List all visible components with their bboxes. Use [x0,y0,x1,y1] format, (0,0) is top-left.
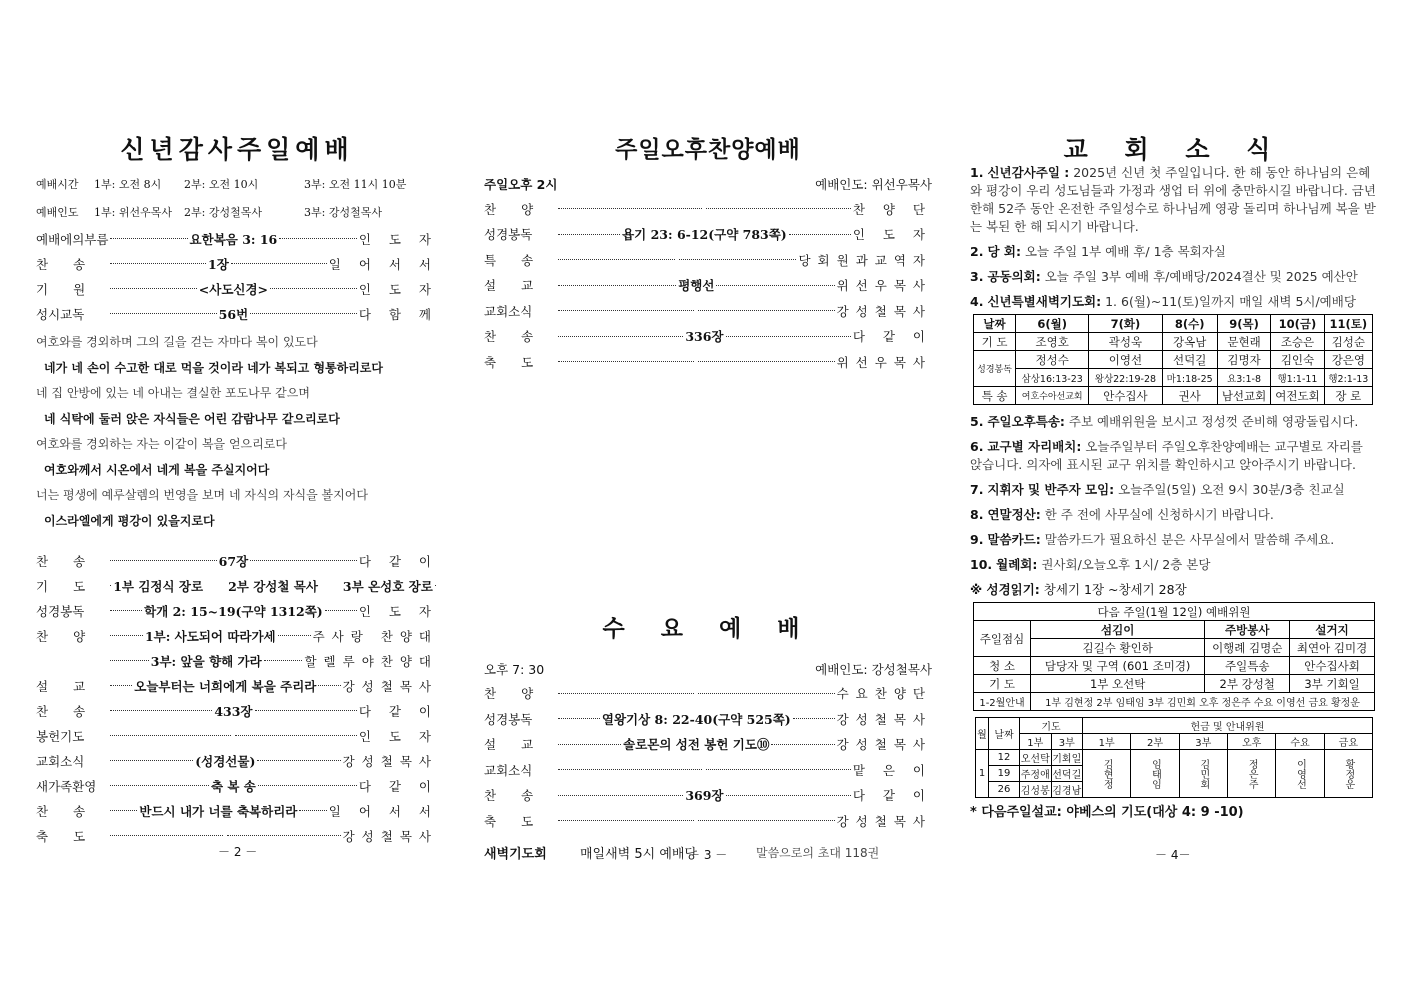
order-item [556,735,837,753]
order-label: 찬 양 [484,201,534,217]
order-content: 1부: 사도되어 따라가세 [144,628,276,644]
order-row [484,349,932,375]
order-content: 433장 [214,703,253,719]
order-item [556,327,853,345]
order-row [484,273,932,299]
order-label: 기 도 [36,578,86,594]
wednesday-title: 수 요 예 배 [602,615,814,642]
order-label: 찬 송 [36,553,86,569]
dawn-book: 말씀으로의 초대 118권 [756,845,880,860]
order-row [484,196,932,222]
order-person: 할렐루야찬양대 [304,653,438,669]
order-item [108,552,359,570]
order-label: 찬 송 [36,256,86,272]
responsive-reading [36,330,438,534]
news-item: 8. 연말정산: 한 주 전에 사무실에 신청하시기 바랍니다. [970,507,1274,522]
dawn-time: 매일새벽 5시 예배당 [580,846,697,862]
order-row [484,324,932,350]
news-title: 교 회 소 식 [1063,135,1285,164]
order-label: 찬 양 [36,628,86,644]
order-label: 찬 송 [36,803,86,819]
order-item [556,710,837,728]
order-item [108,777,359,795]
order-item [108,627,313,645]
verse-line: 네 식탁에 둘러 앉은 자식들은 어린 감람나무 같으리로다 [44,411,340,426]
order-person: 다 같 이 [852,329,932,345]
page-number: － 4－ [1155,848,1191,862]
order-row [484,681,932,707]
order-person: 인 도 자 [358,728,438,744]
order-content: 학개 2: 15~19(구약 1312쪽) [144,603,323,619]
order-content: 1장 [208,256,229,272]
page-2 [36,130,438,848]
order-person: 다 같 이 [852,788,932,804]
order-person: 강성철목사 [342,753,438,769]
order-item [108,835,343,836]
order-item [108,652,304,670]
order-label: 성경봉독 [484,711,533,727]
page-3 [484,130,932,865]
order-label: 성시교독 [36,306,85,322]
page-4 [970,130,1378,829]
order-person: 강성철목사 [836,737,932,753]
page-title: 신년감사주일예배 [120,135,354,164]
order-item [108,735,359,736]
order-content: 솔로몬의 성전 봉헌 기도⑩ [623,737,770,753]
order-person: 다 같 이 [358,703,438,719]
order-label: 새가족환영 [36,778,97,794]
order-item [108,802,329,820]
order-person: 찬 양 단 [852,201,932,217]
order-row [36,698,438,723]
order-content: 336장 [685,329,724,345]
worship-order-1 [36,226,438,326]
order-person: 강성철목사 [342,678,438,694]
wednesday-leader: 예배인도: 강성철목사 [815,661,932,677]
order-row [36,598,438,623]
order-row [36,648,438,673]
verse-line: 네 집 안방에 있는 네 아내는 결실한 포도나무 같으며 [36,386,310,400]
order-label: 기 원 [36,281,86,297]
order-content: 축 복 송 [210,778,256,794]
order-content: 열왕기상 8: 22-40(구약 525쪽) [601,711,791,727]
service-times: 예배시간 1부: 오전 8시 2부: 오전 10시 3부: 오전 11시 10분 [36,178,407,191]
next-sermon: * 다음주일설교: 야베스의 기도(대상 4: 9 -10) [970,805,1244,820]
order-item [556,225,853,243]
order-row [36,548,438,573]
news-item: 4. 신년특별새벽기도회: 1. 6(월)~11(토)일까지 매일 새벽 5시/예배당 [970,294,1356,309]
order-content: 1부 김정식 장로 2부 강성철 목사 3부 온성호 장로 [113,578,433,594]
order-person: 강성철목사 [836,303,932,319]
verse-line: 너는 평생에 예루살렘의 번영을 보며 네 자식의 자식을 볼지어다 [36,488,368,502]
verse-line: 여호와를 경외하며 그의 길을 걷는 자마다 복이 있도다 [36,335,318,349]
order-row [484,222,932,248]
news-item: 5. 주일오후특송: 주보 예배위원을 보시고 정성껏 준비해 영광돌립시다. [970,414,1359,429]
order-item [108,280,359,298]
order-row [36,301,438,326]
order-item [556,310,837,311]
afternoon-leader: 예배인도: 위선우목사 [815,177,932,192]
order-content: 3부: 앞을 향해 가라 [150,653,262,669]
order-person: 다 같 이 [358,778,438,794]
worship-order-2 [36,548,438,848]
order-label: 찬 양 [484,686,534,702]
order-label: 교회소식 [484,762,533,778]
news-item: 10. 월례회: 권사회/오늘오후 1시/ 2층 본당 [970,557,1211,572]
order-person: 인 도 자 [358,231,438,247]
afternoon-time: 주일오후 2시 [484,177,558,192]
order-item [108,255,329,273]
bible-reading: ※ 성경읽기: 창세기 1장 ~창세기 28장 [970,582,1187,597]
service-leaders: 예배인도 1부: 위선우목사 2부: 강성철목사 3부: 강성철목사 [36,206,382,219]
order-row [36,723,438,748]
order-label: 교회소식 [36,753,85,769]
order-item [108,230,359,248]
order-content: (성경선물) [195,753,256,769]
order-content: 369장 [685,788,724,804]
order-item [556,786,853,804]
order-content: 욥기 23: 6-12(구약 783쪽) [622,227,787,243]
order-row [484,298,932,324]
order-row [484,706,932,732]
order-label: 설 교 [484,737,534,753]
order-item [108,577,438,595]
order-row [36,773,438,798]
offering-table: 월 날짜 기도 헌금 및 안내위원 1부 3부 1부 2부 3부 오후 수요 금요 1 12 오선탁 기회일 김현정 임태임 김민회 정은주 이영선 황정운 19 주정애 선덕길 26 김성봉 김경남 [975,717,1373,798]
order-person: 주사랑 찬양대 [312,628,438,644]
news-item: 1. 신년감사주일 : 2025년 신년 첫 주일입니다. 한 해 동안 하나님의 은혜와 평강이 우리 성도님들과 가정과 생업 터 위에 충만하시길 바랍니다. 금년 한해 52주 동안 온전한 주일성수로 하나님께 영광 돌리며 하나님께 복을 받는 복된 한 해 되시기 바랍니다. [970,165,1376,234]
order-item [108,702,359,720]
news-item: 7. 지휘자 및 반주자 모임: 오늘주일(5일) 오전 9시 30분/3층 친교실 [970,482,1345,497]
order-item [108,677,343,695]
verse-line: 여호와를 경외하는 자는 이같이 복을 얻으리로다 [36,437,287,451]
order-label: 축 도 [484,813,534,829]
wednesday-time: 오후 7: 30 [484,661,545,677]
order-person: 다 같 이 [358,553,438,569]
order-person: 다 함 께 [358,306,438,322]
order-row [484,757,932,783]
order-person: 인 도 자 [852,227,932,243]
order-row [484,783,932,809]
order-person: 맡 은 이 [852,762,932,778]
order-label: 교회소식 [484,303,533,319]
afternoon-order [484,196,932,375]
order-row [484,732,932,758]
order-label: 성경봉독 [484,227,533,243]
page-number: － 2 － [218,845,258,859]
order-person: 인 도 자 [358,281,438,297]
order-person: 인 도 자 [358,603,438,619]
wednesday-order [484,681,932,834]
order-row [36,226,438,251]
order-item [556,820,837,821]
order-person: 강성철목사 [342,828,438,844]
order-item [108,602,359,620]
order-row [36,673,438,698]
order-item [556,769,853,770]
order-row [36,276,438,301]
dawn-prayer-table: 날짜 6(월) 7(화) 8(수) 9(목) 10(금) 11(토) 기 도 조영호 곽성욱 강옥남 문현래 조승은 김성순 성경봉독 정성수 이영선 선덕길 김명자 김인숙 강은영 삼상16:13-23 왕상22:19-28 마1:18-25 요3:1-8 행1:1-11 행2:1-13 특 송 여호수아선교회 안수집사 권사 남선교회 여전도회 장 로 [973,314,1373,405]
order-item [556,276,837,294]
next-week-table: 다음 주일(1월 12일) 예배위원 주일점심 섬김이 주방봉사 설거지 김길수 황인하 이행례 김명순 최연아 김미경 청 소 담당자 및 구역 (601 조미경) 주일특송 안수집사회 기 도 1부 오선탁 2부 강성철 3부 기회일 1-2월안내 1부 김현정 2부 임태임 3부 김민회 오후 정은주 수요 이영선 금요 황정운 [973,602,1375,711]
order-content: 오늘부터는 너희에게 복을 주리라 [134,678,317,694]
order-label: 찬 송 [484,329,534,345]
order-row [484,247,932,273]
order-person: 일 어 서 서 [328,803,438,819]
order-label: 설 교 [36,678,86,694]
order-person: 위선우목사 [836,354,932,370]
order-label: 예배에의부름 [36,231,109,247]
order-row [484,808,932,834]
order-item [108,752,343,770]
order-label: 찬 송 [36,703,86,719]
verse-line: 여호와께서 시온에서 네게 복을 주실지어다 [44,462,270,477]
order-label: 특 송 [484,252,534,268]
order-row [36,573,438,598]
order-row [36,798,438,823]
order-person: 일 어 서 서 [328,256,438,272]
news-list-1 [970,164,1378,311]
order-content: 평행선 [678,278,715,294]
order-content: 반드시 내가 너를 축복하리라 [139,803,298,819]
order-item [556,361,837,362]
order-item [556,693,837,694]
order-person: 수요찬양단 [836,686,932,702]
order-label: 찬 송 [484,788,534,804]
order-person: 강성철목사 [836,711,932,727]
news-item: 6. 교구별 자리배치: 오늘주일부터 주일오후찬양예배는 교구별로 자리를 앉습니다. 의자에 표시된 교구 위치를 확인하시고 앉아주시기 바랍니다. [970,439,1363,472]
order-person: 위선우목사 [836,278,932,294]
news-item: 2. 당 회: 오늘 주일 1부 예배 후/ 1층 목회자실 [970,244,1226,259]
verse-line: 네가 네 손이 수고한 대로 먹을 것이라 네가 복되고 형통하리로다 [44,360,383,375]
order-item [556,259,798,260]
order-content: <사도신경> [198,281,269,297]
order-content: 56번 [218,306,249,322]
news-item: 3. 공동의회: 오늘 주일 3부 예배 후/예배당/2024결산 및 2025 예산안 [970,269,1358,284]
order-row [36,251,438,276]
order-row [36,748,438,773]
order-item [108,305,359,323]
order-label: 성경봉독 [36,603,85,619]
news-item: 9. 말씀카드: 말씀카드가 필요하신 분은 사무실에서 말씀해 주세요. [970,532,1335,547]
order-label: 축 도 [36,828,86,844]
order-content: 67장 [218,553,249,569]
order-item [556,208,853,209]
order-person: 강성철목사 [836,813,932,829]
order-label: 축 도 [484,354,534,370]
afternoon-title: 주일오후찬양예배 [615,137,801,163]
order-label: 설 교 [484,278,534,294]
order-row [36,623,438,648]
page-number: － 3 － [688,848,728,862]
verse-line: 이스라엘에게 평강이 있을지로다 [44,513,215,528]
order-content: 요한복음 3: 16 [189,231,278,247]
dawn-label: 새벽기도회 [484,846,547,862]
order-person: 당회원과교역자 [798,252,932,268]
news-list-2 [970,413,1378,574]
order-label: 봉헌기도 [36,728,85,744]
